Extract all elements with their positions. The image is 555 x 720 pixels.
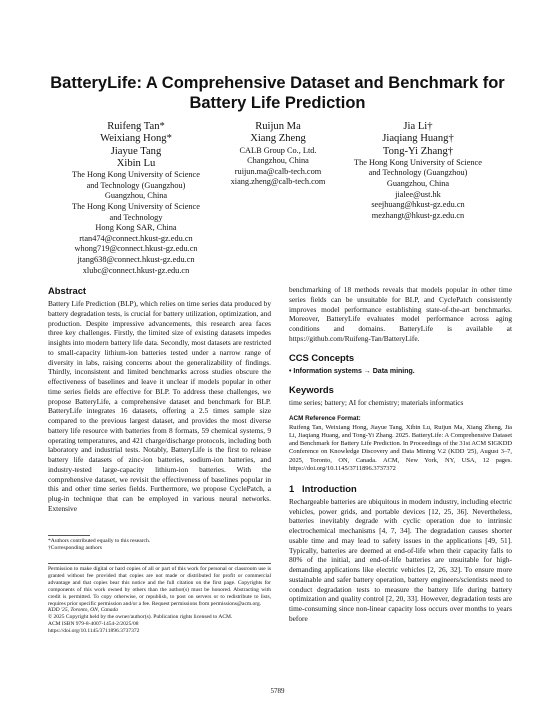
author-email: jtang638@connect.hkust-gz.edu.cn	[77, 254, 195, 264]
author-name: Tong-Yi Zhang†	[382, 145, 454, 157]
affiliation-line: The Hong Kong University of Science	[354, 157, 482, 167]
author-email: xiang.zheng@calb-tech.com	[230, 177, 326, 187]
introduction-heading: 1 Introduction	[289, 482, 357, 494]
keywords-heading: Keywords	[289, 384, 334, 396]
author-name: Jia Li†	[403, 121, 433, 132]
author-column-calb	[218, 121, 338, 188]
affiliation-line: and Technology	[109, 212, 163, 222]
author-name: Jiaqiang Huang†	[382, 133, 454, 145]
copyright-line: © 2025 Copyright held by the owner/author(s). Publication rights licensed to ACM.	[48, 614, 233, 621]
author-email: seejhuang@hkust-gz.edu.cn	[371, 200, 465, 210]
affiliation-line: and Technology (Guangzhou)	[368, 168, 468, 178]
right-column	[289, 285, 512, 624]
keywords-section	[289, 384, 512, 408]
acm-reference-label: ACM Reference Format:	[289, 415, 361, 422]
permission-block	[48, 563, 271, 635]
introduction-section	[289, 483, 512, 624]
abstract-heading: Abstract	[48, 285, 87, 296]
venue-line: KDD '25, Toronto, ON, Canada	[48, 607, 118, 614]
footnote-rule	[48, 535, 90, 536]
ccs-section	[289, 352, 512, 377]
author-name: Jiayue Tang	[110, 145, 162, 157]
abstract-text: Battery Life Prediction (BLP), which relies on time series data produced by battery degradation tests, is crucial for battery utilization, optimization, and production. Despite impressive advancements, this research area faces three key challenges. Firstly, the limited size of existing datasets impedes insights into modern battery life data. Secondly, most datasets are restricted to small-capacity lithium-ion batteries tested under a narrow range of diversity in labs, raising concerns about the generalizability of findings. Thirdly, inconsistent and limited benchmarks across studies obscure the effectiveness of baselines and leave it unclear if models popular in other time series fields are effective for BLP. To address these challenges, we propose BatteryLife, a comprehensive dataset and benchmark for BLP. BatteryLife integrates 16 datasets, offering a 2.5 times sample size compared to the previous largest dataset, and provides the most diverse battery life resource with batteries from 8 formats, 59 chemical systems, 9 operating temperatures, and 421 charge/discharge protocols, including both laboratory and industrial tests. Notably, BatteryLife is the first to release battery life datasets of zinc-ion batteries, sodium-ion batteries, and industry-tested large-capacity lithium-ion batteries. With the comprehensive dataset, we revisit the effectiveness of baselines popular in this and other time series fields. Furthermore, we propose CyclePatch, a plug-in technique that can be employed in various neural networks. Extensive	[48, 299, 271, 513]
author-email: ruijun.ma@calb-tech.com	[234, 166, 322, 176]
introduction-text: Rechargeable batteries are ubiquitous in modern industry, including electric vehicles, power grids, and portable devices [12, 25, 36]. Nevertheless, batteries inevitably degrade with cyclic operation due to intrinsic electrochemical mechanisms [4, 7, 34]. The degradation causes shorter usable time and may lead to safety issues in the applications [49, 51]. Typically, batteries are deemed at end-of-life when their capacity falls to 80% of the initial, and end-of-life batteries are unsuitable for high-demanding applications like electric vehicles [2, 26, 32]. To ensure more sustainable and safer battery operation, battery engineers/scientists need to conduct degradation tests to measure the battery life during battery optimization and quality control [2, 20, 33]. However, degradation tests are time-consuming since non-linear capacity loss occurs over months to years before	[289, 496, 512, 623]
author-column-hkust-gz	[330, 121, 506, 221]
footnote: *Authors contributed equally to this research.	[48, 538, 151, 544]
author-name: Xibin Lu	[116, 157, 156, 169]
affiliation-line: Guangzhou, China	[386, 179, 450, 189]
page-number: 5789	[270, 687, 285, 695]
keywords-text: time series; battery; AI for chemistry; materials informatics	[289, 398, 464, 408]
affiliation-line: Hong Kong SAR, China	[95, 223, 177, 233]
author-email: xlubc@connect.hkust-gz.edu.cn	[82, 265, 190, 275]
author-email: jialee@ust.hk	[395, 189, 441, 199]
author-email: mezhangt@hkust-gz.edu.cn	[371, 210, 465, 220]
author-name: Ruijun Ma	[255, 121, 301, 132]
ccs-heading: CCS Concepts	[289, 351, 355, 363]
paper-title: BatteryLife: A Comprehensive Dataset and Benchmark for Battery Life Prediction	[50, 74, 505, 112]
author-email: rtan474@connect.hkust-gz.edu.cn	[79, 233, 193, 243]
affiliation-line: Guangzhou, China	[104, 191, 168, 201]
author-column-hkust	[46, 121, 226, 276]
author-name: Ruifeng Tan*	[107, 121, 165, 132]
affiliation-line: The Hong Kong University of Science	[72, 170, 200, 180]
affiliation-line: and Technology (Guangzhou)	[86, 180, 186, 190]
abstract-continued: benchmarking of 18 methods reveals that models popular in other time series fields can be unsuitable for BLP, and CyclePatch consistently improves model performance establishing state-of-the-art benchmarks. Moreover, BatteryLife evaluates model performance across aging conditions and domains. BatteryLife is available at https://github.com/Ruifeng-Tan/BatteryLife.	[289, 285, 512, 343]
acm-reference-text: Ruifeng Tan, Weixiang Hong, Jiayue Tang, Xibin Lu, Ruijun Ma, Xiang Zheng, Jia Li, Jiaqiang Huang, and Tong-Yi Zhang. 2025. BatteryLife: A Comprehensive Dataset and Benchmark for Battery Life Prediction. In Proceedings of the 31st ACM SIGKDD Conference on Knowledge Discovery and Data Mining V.2 (KDD '25), August 3–7, 2025, Toronto, ON, Canada. ACM, New York, NY, USA, 12 pages. https://doi.org/10.1145/3711896.3737372	[289, 423, 512, 472]
isbn-line: ACM ISBN 979-8-4007-1454-2/2025/08	[48, 621, 139, 628]
doi-link[interactable]: https://doi.org/10.1145/3711896.3737372	[48, 628, 140, 635]
author-name: Xiang Zheng	[250, 133, 306, 145]
footnote: †Corresponding authors	[48, 545, 102, 552]
left-column	[48, 285, 271, 514]
footnotes	[48, 535, 271, 552]
affiliation-line: CALB Group Co., Ltd.	[239, 145, 317, 155]
author-name: Weixiang Hong*	[100, 133, 172, 145]
ccs-concepts: • Information systems → Data mining.	[289, 367, 415, 375]
permission-text: Permission to make digital or hard copies of all or part of this work for personal or classroom use is granted without fee provided that copies are not made or distributed for profit or commercial advantage and that copies bear this notice and the full citation on the first page. Copyrights for components of this work owned by others than the author(s) must be honored. Abstracting with credit is permitted. To copy otherwise, or republish, to post on servers or to redistribute to lists, requires prior specific permission and/or a fee. Request permissions from permissions@acm.org.	[48, 563, 271, 607]
affiliation-line: Changzhou, China	[247, 156, 309, 166]
author-email: whong719@connect.hkust-gz.edu.cn	[74, 244, 198, 254]
affiliation-line: The Hong Kong University of Science	[72, 201, 200, 211]
